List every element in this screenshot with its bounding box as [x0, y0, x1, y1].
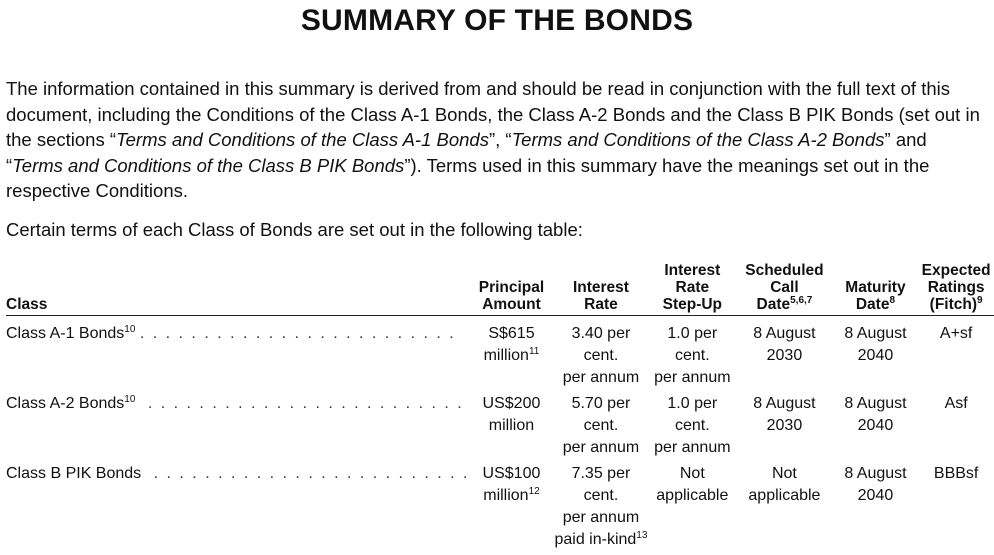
header-interest-line-1: Interest — [572, 279, 629, 296]
intro-text-1: The information contained in this summary is derived from and should be read in conjunction with the full text of this document, including the Conditions of the Class A-1 Bonds, the Class A-2 Bonds and the Class B PIK Bonds (set out in the sections “ — [6, 78, 980, 150]
header-scheduled-call-date — [736, 262, 832, 316]
footnote-ref: 9 — [977, 295, 983, 306]
header-ratings-word: (Fitch) — [929, 296, 978, 313]
cell-interest-rate — [553, 316, 648, 393]
cell-rating: A+sf — [939, 325, 973, 342]
header-principal-amount — [469, 262, 553, 316]
table-row-class-a1 — [6, 316, 994, 393]
maturity-line-1: 8 August — [844, 395, 907, 412]
header-maturity-line-2 — [833, 296, 919, 313]
interest-line-3 — [553, 529, 648, 551]
principal-line-1: S$615 — [488, 325, 535, 342]
cell-interest-rate — [553, 393, 648, 463]
header-stepup-line-3: Step-Up — [662, 296, 723, 313]
maturity-line-2: 2040 — [857, 417, 894, 434]
cell-maturity-date — [833, 463, 919, 555]
interest-line-2: per annum — [562, 369, 640, 386]
stepup-line-2: per annum — [654, 369, 731, 386]
calldate-line-2: applicable — [748, 487, 821, 504]
interest-line-1: 3.40 per cent. — [571, 325, 631, 364]
cell-step-up — [648, 316, 736, 393]
class-name: Class A-1 Bonds — [6, 325, 125, 342]
footnote-ref: 8 — [889, 295, 896, 306]
intro-text-2: ”, “ — [488, 129, 512, 150]
table-header-row — [6, 262, 994, 316]
stepup-line-2: applicable — [656, 487, 729, 504]
principal-line-1: US$200 — [482, 395, 541, 412]
page-title: SUMMARY OF THE BONDS — [300, 4, 694, 37]
stepup-line-1: 1.0 per cent. — [667, 325, 718, 364]
maturity-line-2: 2040 — [857, 487, 894, 504]
intro-text-3: ” and “ — [6, 129, 927, 176]
header-maturity-word: Date — [855, 296, 890, 313]
header-principal-line-1: Principal — [478, 279, 545, 296]
intro-ref-class-b: Terms and Conditions of the Class B PIK Bonds — [12, 154, 405, 176]
header-maturity-date — [833, 262, 919, 316]
cell-maturity-date — [833, 316, 919, 393]
intro-paragraph — [6, 76, 986, 204]
calldate-line-2: 2030 — [766, 417, 803, 434]
cell-call-date — [736, 463, 832, 555]
footnote-ref: 10 — [124, 324, 136, 335]
header-interest-rate — [553, 262, 648, 316]
header-calldate-line-1: Scheduled — [745, 262, 824, 279]
footnote-ref: 11 — [528, 346, 540, 357]
header-interest-step-up — [648, 262, 736, 316]
header-class: Class — [6, 262, 469, 316]
header-ratings-line-3 — [918, 296, 994, 313]
maturity-line-1: 8 August — [844, 465, 907, 482]
header-ratings-line-1: Expected — [921, 262, 991, 279]
header-calldate-line-3 — [736, 296, 832, 313]
cell-class — [6, 393, 469, 463]
header-expected-ratings — [918, 262, 994, 316]
class-name: Class A-2 Bonds — [6, 395, 125, 412]
footnote-ref: 10 — [124, 394, 136, 405]
leader-dots: . . . . . . . . . . . . . . . . . . . . . . . . . — [139, 325, 456, 342]
cell-interest-rate — [553, 463, 648, 555]
cell-step-up — [648, 393, 736, 463]
calldate-line-2: 2030 — [766, 347, 803, 364]
principal-word: million — [483, 347, 529, 364]
header-principal-line-2: Amount — [482, 296, 541, 313]
leader-dots: . . . . . . . . . . . . . . . . . . . . . . . . . — [153, 465, 470, 482]
footnote-ref: 5,6,7 — [790, 295, 813, 306]
table-row-class-a2 — [6, 393, 994, 463]
header-ratings-line-2: Ratings — [927, 279, 985, 296]
leader-dots: . . . . . . . . . . . . . . . . . . . . . . . . . — [147, 395, 464, 412]
header-calldate-line-2: Call — [770, 279, 799, 296]
calldate-line-1: Not — [771, 465, 797, 482]
cell-call-date — [736, 316, 832, 393]
intro-text-4: ”). Terms used in this summary have the meanings set out in the respective Conditions. — [6, 154, 930, 201]
stepup-line-1: Not — [679, 465, 705, 482]
interest-word: paid in-kind — [554, 531, 637, 548]
header-calldate-word: Date — [756, 296, 791, 313]
cell-principal — [469, 393, 553, 463]
bonds-table — [6, 262, 994, 555]
footnote-ref: 12 — [528, 486, 540, 497]
calldate-line-1: 8 August — [753, 395, 816, 412]
cell-call-date — [736, 393, 832, 463]
class-name: Class B PIK Bonds — [6, 465, 142, 482]
cell-class — [6, 463, 469, 555]
cell-principal — [469, 463, 553, 555]
intro-ref-class-a1: Terms and Conditions of the Class A-1 Bonds — [116, 129, 489, 150]
header-stepup-line-1: Interest — [664, 262, 721, 279]
cell-step-up — [648, 463, 736, 555]
header-maturity-line-1: Maturity — [845, 279, 906, 296]
interest-line-2: per annum — [562, 439, 640, 456]
principal-line-1: US$100 — [482, 465, 541, 482]
interest-line-1: 5.70 per cent. — [571, 395, 631, 434]
principal-line-2: million — [488, 417, 535, 434]
interest-line-1: 7.35 per cent. — [571, 465, 631, 504]
table-lead-text: Certain terms of each Class of Bonds are set out in the following table: — [6, 219, 583, 240]
cell-principal — [469, 316, 553, 393]
cell-class — [6, 316, 469, 393]
cell-rating: Asf — [944, 395, 968, 412]
principal-line-2 — [469, 485, 553, 507]
stepup-line-1: 1.0 per cent. — [667, 395, 718, 434]
calldate-line-1: 8 August — [753, 325, 816, 342]
interest-line-2: per annum — [562, 509, 640, 526]
header-stepup-line-2: Rate — [675, 279, 710, 296]
principal-line-2 — [469, 345, 553, 367]
maturity-line-1: 8 August — [844, 325, 907, 342]
footnote-ref: 13 — [636, 530, 648, 541]
maturity-line-2: 2040 — [857, 347, 894, 364]
table-row-class-b — [6, 463, 994, 555]
principal-word: million — [483, 487, 529, 504]
stepup-line-2: per annum — [654, 439, 731, 456]
cell-maturity-date — [833, 393, 919, 463]
cell-rating: BBBsf — [933, 465, 979, 482]
intro-ref-class-a2: Terms and Conditions of the Class A-2 Bonds — [511, 129, 885, 150]
header-interest-line-2: Rate — [584, 296, 618, 313]
